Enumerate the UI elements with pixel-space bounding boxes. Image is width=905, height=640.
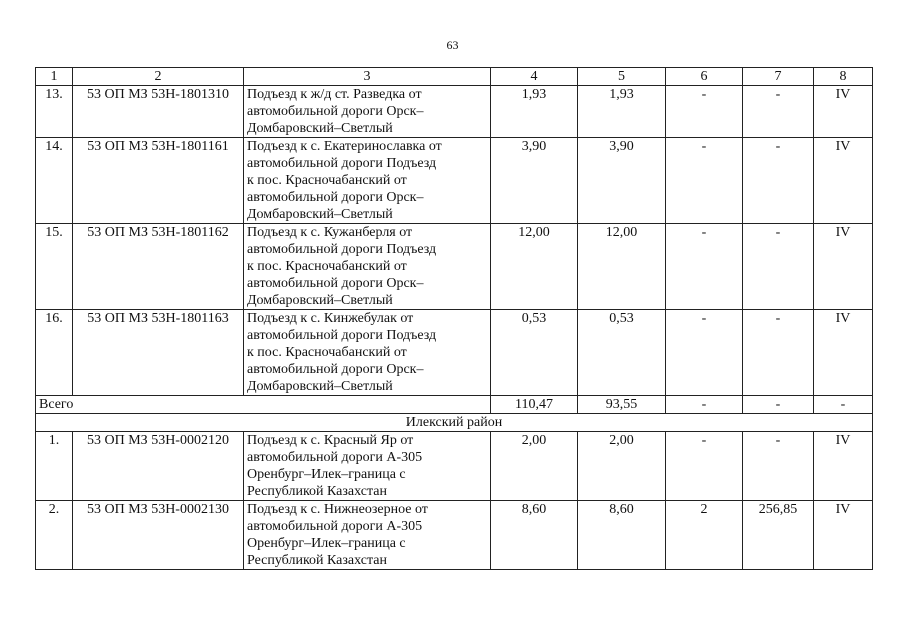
table-row — [36, 310, 873, 396]
cell-col5: 3,90 — [578, 138, 666, 224]
road-name-line: автомобильной дороги А-305 — [247, 450, 423, 465]
district-row — [36, 414, 873, 432]
road-name-line: автомобильной дороги Подъезд — [247, 328, 437, 343]
row-number: 15. — [36, 224, 73, 310]
road-name-line: Домбаровский–Светлый — [247, 293, 393, 308]
cell-col7: - — [743, 310, 814, 396]
road-name — [244, 224, 491, 310]
road-name-line: Подъезд к с. Красный Яр от — [247, 433, 414, 448]
cell-col5: 1,93 — [578, 86, 666, 138]
road-name — [244, 86, 491, 138]
total-col6: - — [666, 396, 743, 414]
cell-col8: IV — [814, 310, 873, 396]
road-name-line: Подъезд к с. Кинжебулак от — [247, 311, 414, 326]
cell-col8: IV — [814, 501, 873, 570]
district-name: Илекский район — [36, 414, 873, 432]
cell-col4: 1,93 — [491, 86, 578, 138]
road-code: 53 ОП МЗ 53Н-1801162 — [73, 224, 244, 310]
road-name-line: Подъезд к с. Кужанберля от — [247, 225, 413, 240]
header-cell: 2 — [73, 68, 244, 86]
road-name-line: Домбаровский–Светлый — [247, 379, 393, 394]
road-name-line: Республикой Казахстан — [247, 553, 387, 568]
road-name — [244, 501, 491, 570]
cell-col5: 2,00 — [578, 432, 666, 501]
road-name-line: Подъезд к с. Екатеринославка от — [247, 139, 442, 154]
total-col4: 110,47 — [491, 396, 578, 414]
cell-col8: IV — [814, 432, 873, 501]
road-name-line: Республикой Казахстан — [247, 484, 387, 499]
header-cell: 5 — [578, 68, 666, 86]
road-code: 53 ОП МЗ 53Н-1801310 — [73, 86, 244, 138]
road-name-line: автомобильной дороги Орск– — [247, 190, 424, 205]
page-number: 63 — [446, 38, 459, 52]
cell-col6: - — [666, 86, 743, 138]
header-cell: 8 — [814, 68, 873, 86]
cell-col4: 8,60 — [491, 501, 578, 570]
cell-col5: 8,60 — [578, 501, 666, 570]
road-name-line: к пос. Красночабанский от — [247, 259, 407, 274]
table-row — [36, 138, 873, 224]
road-name — [244, 432, 491, 501]
cell-col4: 12,00 — [491, 224, 578, 310]
road-name-line: автомобильной дороги Подъезд — [247, 156, 437, 171]
table-row — [36, 432, 873, 501]
header-cell: 6 — [666, 68, 743, 86]
cell-col7: 256,85 — [743, 501, 814, 570]
cell-col8: IV — [814, 138, 873, 224]
cell-col7: - — [743, 224, 814, 310]
table-row — [36, 224, 873, 310]
cell-col4: 2,00 — [491, 432, 578, 501]
header-cell: 4 — [491, 68, 578, 86]
road-name-line: автомобильной дороги Подъезд — [247, 242, 437, 257]
road-name-line: автомобильной дороги Орск– — [247, 104, 424, 119]
cell-col8: IV — [814, 224, 873, 310]
table-row — [36, 86, 873, 138]
cell-col6: 2 — [666, 501, 743, 570]
table-row — [36, 501, 873, 570]
cell-col7: - — [743, 432, 814, 501]
cell-col4: 3,90 — [491, 138, 578, 224]
road-name-line: автомобильной дороги Орск– — [247, 276, 424, 291]
road-code: 53 ОП МЗ 53Н-0002120 — [73, 432, 244, 501]
road-name-line: автомобильной дороги А-305 — [247, 519, 423, 534]
cell-col6: - — [666, 138, 743, 224]
road-code: 53 ОП МЗ 53Н-0002130 — [73, 501, 244, 570]
row-number: 16. — [36, 310, 73, 396]
road-name-line: к пос. Красночабанский от — [247, 173, 407, 188]
cell-col7: - — [743, 86, 814, 138]
cell-col7: - — [743, 138, 814, 224]
total-col8: - — [814, 396, 873, 414]
cell-col5: 12,00 — [578, 224, 666, 310]
cell-col4: 0,53 — [491, 310, 578, 396]
cell-col6: - — [666, 432, 743, 501]
cell-col8: IV — [814, 86, 873, 138]
row-number: 14. — [36, 138, 73, 224]
header-cell: 7 — [743, 68, 814, 86]
cell-col6: - — [666, 224, 743, 310]
road-name-line: Оренбург–Илек–граница с — [247, 467, 406, 482]
header-cell: 3 — [244, 68, 491, 86]
total-row — [36, 396, 873, 414]
cell-col5: 0,53 — [578, 310, 666, 396]
header-row — [36, 68, 873, 86]
road-name — [244, 138, 491, 224]
road-name-line: автомобильной дороги Орск– — [247, 362, 424, 377]
road-code: 53 ОП МЗ 53Н-1801161 — [73, 138, 244, 224]
total-label: Всего — [36, 396, 491, 414]
road-name-line: к пос. Красночабанский от — [247, 345, 407, 360]
road-code: 53 ОП МЗ 53Н-1801163 — [73, 310, 244, 396]
roads-table — [35, 67, 873, 570]
road-name — [244, 310, 491, 396]
road-name-line: Оренбург–Илек–граница с — [247, 536, 406, 551]
road-name-line: Подъезд к ж/д ст. Разведка от — [247, 87, 422, 102]
road-name-line: Домбаровский–Светлый — [247, 207, 393, 222]
row-number: 2. — [36, 501, 73, 570]
row-number: 13. — [36, 86, 73, 138]
total-col5: 93,55 — [578, 396, 666, 414]
cell-col6: - — [666, 310, 743, 396]
road-name-line: Подъезд к с. Нижнеозерное от — [247, 502, 428, 517]
road-name-line: Домбаровский–Светлый — [247, 121, 393, 136]
row-number: 1. — [36, 432, 73, 501]
header-cell: 1 — [36, 68, 73, 86]
total-col7: - — [743, 396, 814, 414]
